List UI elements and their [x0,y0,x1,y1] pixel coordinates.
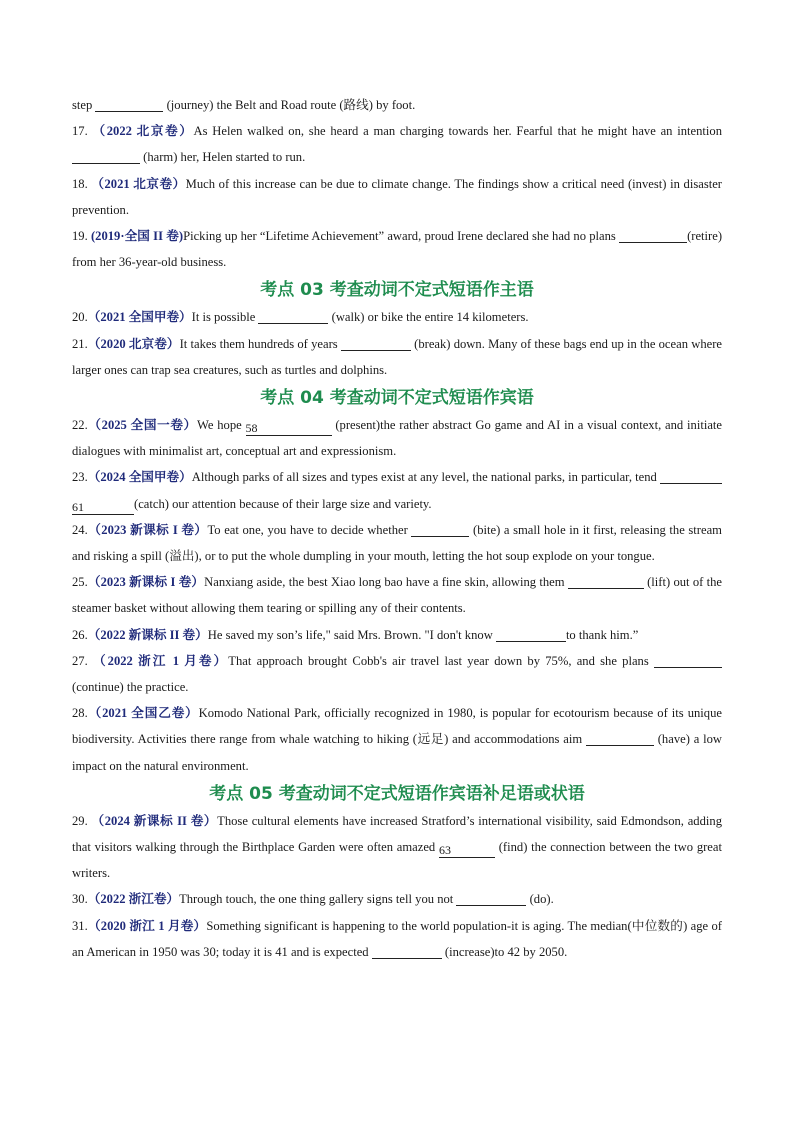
answer-blank [258,309,328,324]
exam-source: （2025 全国一卷） [87,418,197,433]
question-17 [72,118,722,170]
question-number: 21. [72,336,88,351]
question-25 [72,569,722,621]
exam-source: （2020 浙江 1 月卷） [87,918,207,933]
question-number: 20. [72,310,88,325]
exam-source: （2022 新课标 II 卷） [87,627,208,642]
section-heading-05: 考点 05 考查动词不定式短语作宾语补足语或状语 [209,783,585,804]
question-16-tail [72,92,722,118]
question-number: 17. [72,124,93,139]
text: We hope [196,418,246,433]
answer-blank [341,336,411,351]
text: Although parks of all sizes and types exist at any level, the national parks, in particular, tend [191,470,660,485]
text: to thank him.” [565,627,639,642]
text: Much of this increase can be due to climate change. The findings show a critical need (invest) in disaster prevention. [72,176,723,217]
answer-blank [568,574,644,589]
answer-blank [372,944,442,959]
text: He saved my son’s life," said Mrs. Brown. "I don't know [207,627,496,642]
exam-source: （2021 全国乙卷） [87,706,199,721]
text: (find) the connection between the two great writers. [72,840,722,881]
question-31 [72,913,722,965]
question-24 [72,517,722,569]
text: Picking up her “Lifetime Achievement” award, proud Irene declared she had no plans [183,229,620,244]
text: To eat one, you have to decide whether [207,522,412,537]
text: It takes them hundreds of years [179,336,341,351]
text: (continue) the practice. [72,680,189,695]
text: That approach brought Cobb's air travel last year down by 75%, and she plans [228,653,654,668]
text: (lift) out of the steamer basket without allowing them tearing or spilling any of their contents. [72,575,722,616]
question-18 [72,171,722,223]
question-number: 22. [72,418,88,433]
answer-blank [456,891,526,906]
answer-blank [654,653,722,668]
question-number: 29. [72,813,92,828]
answer-blank [72,149,140,164]
text: It is possible [191,310,259,325]
exam-source: (2019·全国 II 卷) [90,229,184,244]
text: (walk) or bike the entire 14 kilometers. [328,310,529,325]
exam-source: （2024 新课标 II 卷） [91,813,218,828]
exam-source: （2020 北京卷） [87,336,180,351]
text: (bite) a small hole in it first, releasing the stream and risking a spill (溢出), or to put the whole dumpling in your mouth, letting the hot soup explode on your tongue. [72,522,722,564]
question-28 [72,700,722,779]
text: (harm) her, Helen started to run. [140,150,306,165]
question-29 [72,808,722,887]
question-number: 28. [72,706,88,721]
exam-source: （2022 浙江 1 月卷） [92,653,229,668]
worksheet-page [72,92,722,965]
text: (increase)to 42 by 2050. [441,944,568,959]
question-20 [72,304,722,330]
text: As Helen walked on, she heard a man charging towards her. Fearful that he might have an intention [193,124,723,139]
text: (do). [526,892,554,907]
question-21 [72,331,722,383]
question-number: 31. [72,918,88,933]
answer-blank [411,522,469,537]
text: step [72,98,96,112]
question-number: 18. [72,176,92,191]
question-22 [72,412,722,464]
text: Komodo National Park, officially recognized in 1980, is popular for ecotourism because of its unique biodiversity. Activities there range from whale watching to hiking (远足) and accommodations aim [72,706,722,747]
text: Nanxiang aside, the best Xiao long bao have a fine skin, allowing them [204,575,568,590]
text: (retire) from her 36-year-old business. [72,229,723,270]
answer-blank [619,228,687,243]
text: (present)the rather abstract Go game and AI in a visual context, and initiate dialogues with minimalist art, conceptual art and expressionism. [72,418,723,459]
question-number: 30. [72,892,88,907]
answer-blank-61: 61 [72,500,134,515]
answer-blank [660,469,722,484]
exam-source: （2021 全国甲卷） [87,310,192,325]
question-number: 26. [72,627,88,642]
text: Through touch, the one thing gallery signs tell you not [179,892,457,907]
question-19 [72,223,722,275]
section-heading-04: 考点 04 考查动词不定式短语作宾语 [260,388,534,409]
question-23 [72,464,722,516]
exam-source: （2022 北京卷） [92,124,194,139]
question-30 [72,886,722,912]
answer-blank [586,731,654,746]
answer-blank-63: 63 [439,843,495,858]
question-number: 23. [72,470,88,485]
text: (catch) our attention because of their large size and variety. [134,496,432,511]
text: Something significant is happening to the world population-it is aging. The median(中位数的) age of an American in 1950 was 30; today it is 41 and is expected [72,918,722,959]
question-number: 24. [72,522,88,537]
question-number: 19. [72,229,91,244]
exam-source: （2023 新课标 I 卷） [87,522,208,537]
answer-blank-58: 58 [246,421,332,436]
question-number: 25. [72,575,88,590]
section-heading-03: 考点 03 考查动词不定式短语作主语 [260,280,534,301]
question-number: 27. [72,653,93,668]
text: (have) a low impact on the natural environment. [72,732,722,773]
exam-source: （2021 北京卷） [91,176,186,191]
answer-blank [95,97,163,112]
exam-source: （2023 新课标 I 卷） [87,575,205,590]
question-27 [72,648,722,700]
exam-source: （2024 全国甲卷） [87,470,192,485]
text: (journey) the Belt and Road route (路线) by foot. [163,98,416,112]
text: (break) down. Many of these bags end up in the ocean where larger ones can trap sea creatures, such as turtles and dolphins. [72,336,722,377]
question-26 [72,622,722,648]
answer-blank [496,627,566,642]
exam-source: （2022 浙江卷） [87,892,180,907]
text: Those cultural elements have increased Stratford’s international visibility, said Edmondson, adding that visitors walking through the Birthplace Garden were often amazed [72,813,722,855]
